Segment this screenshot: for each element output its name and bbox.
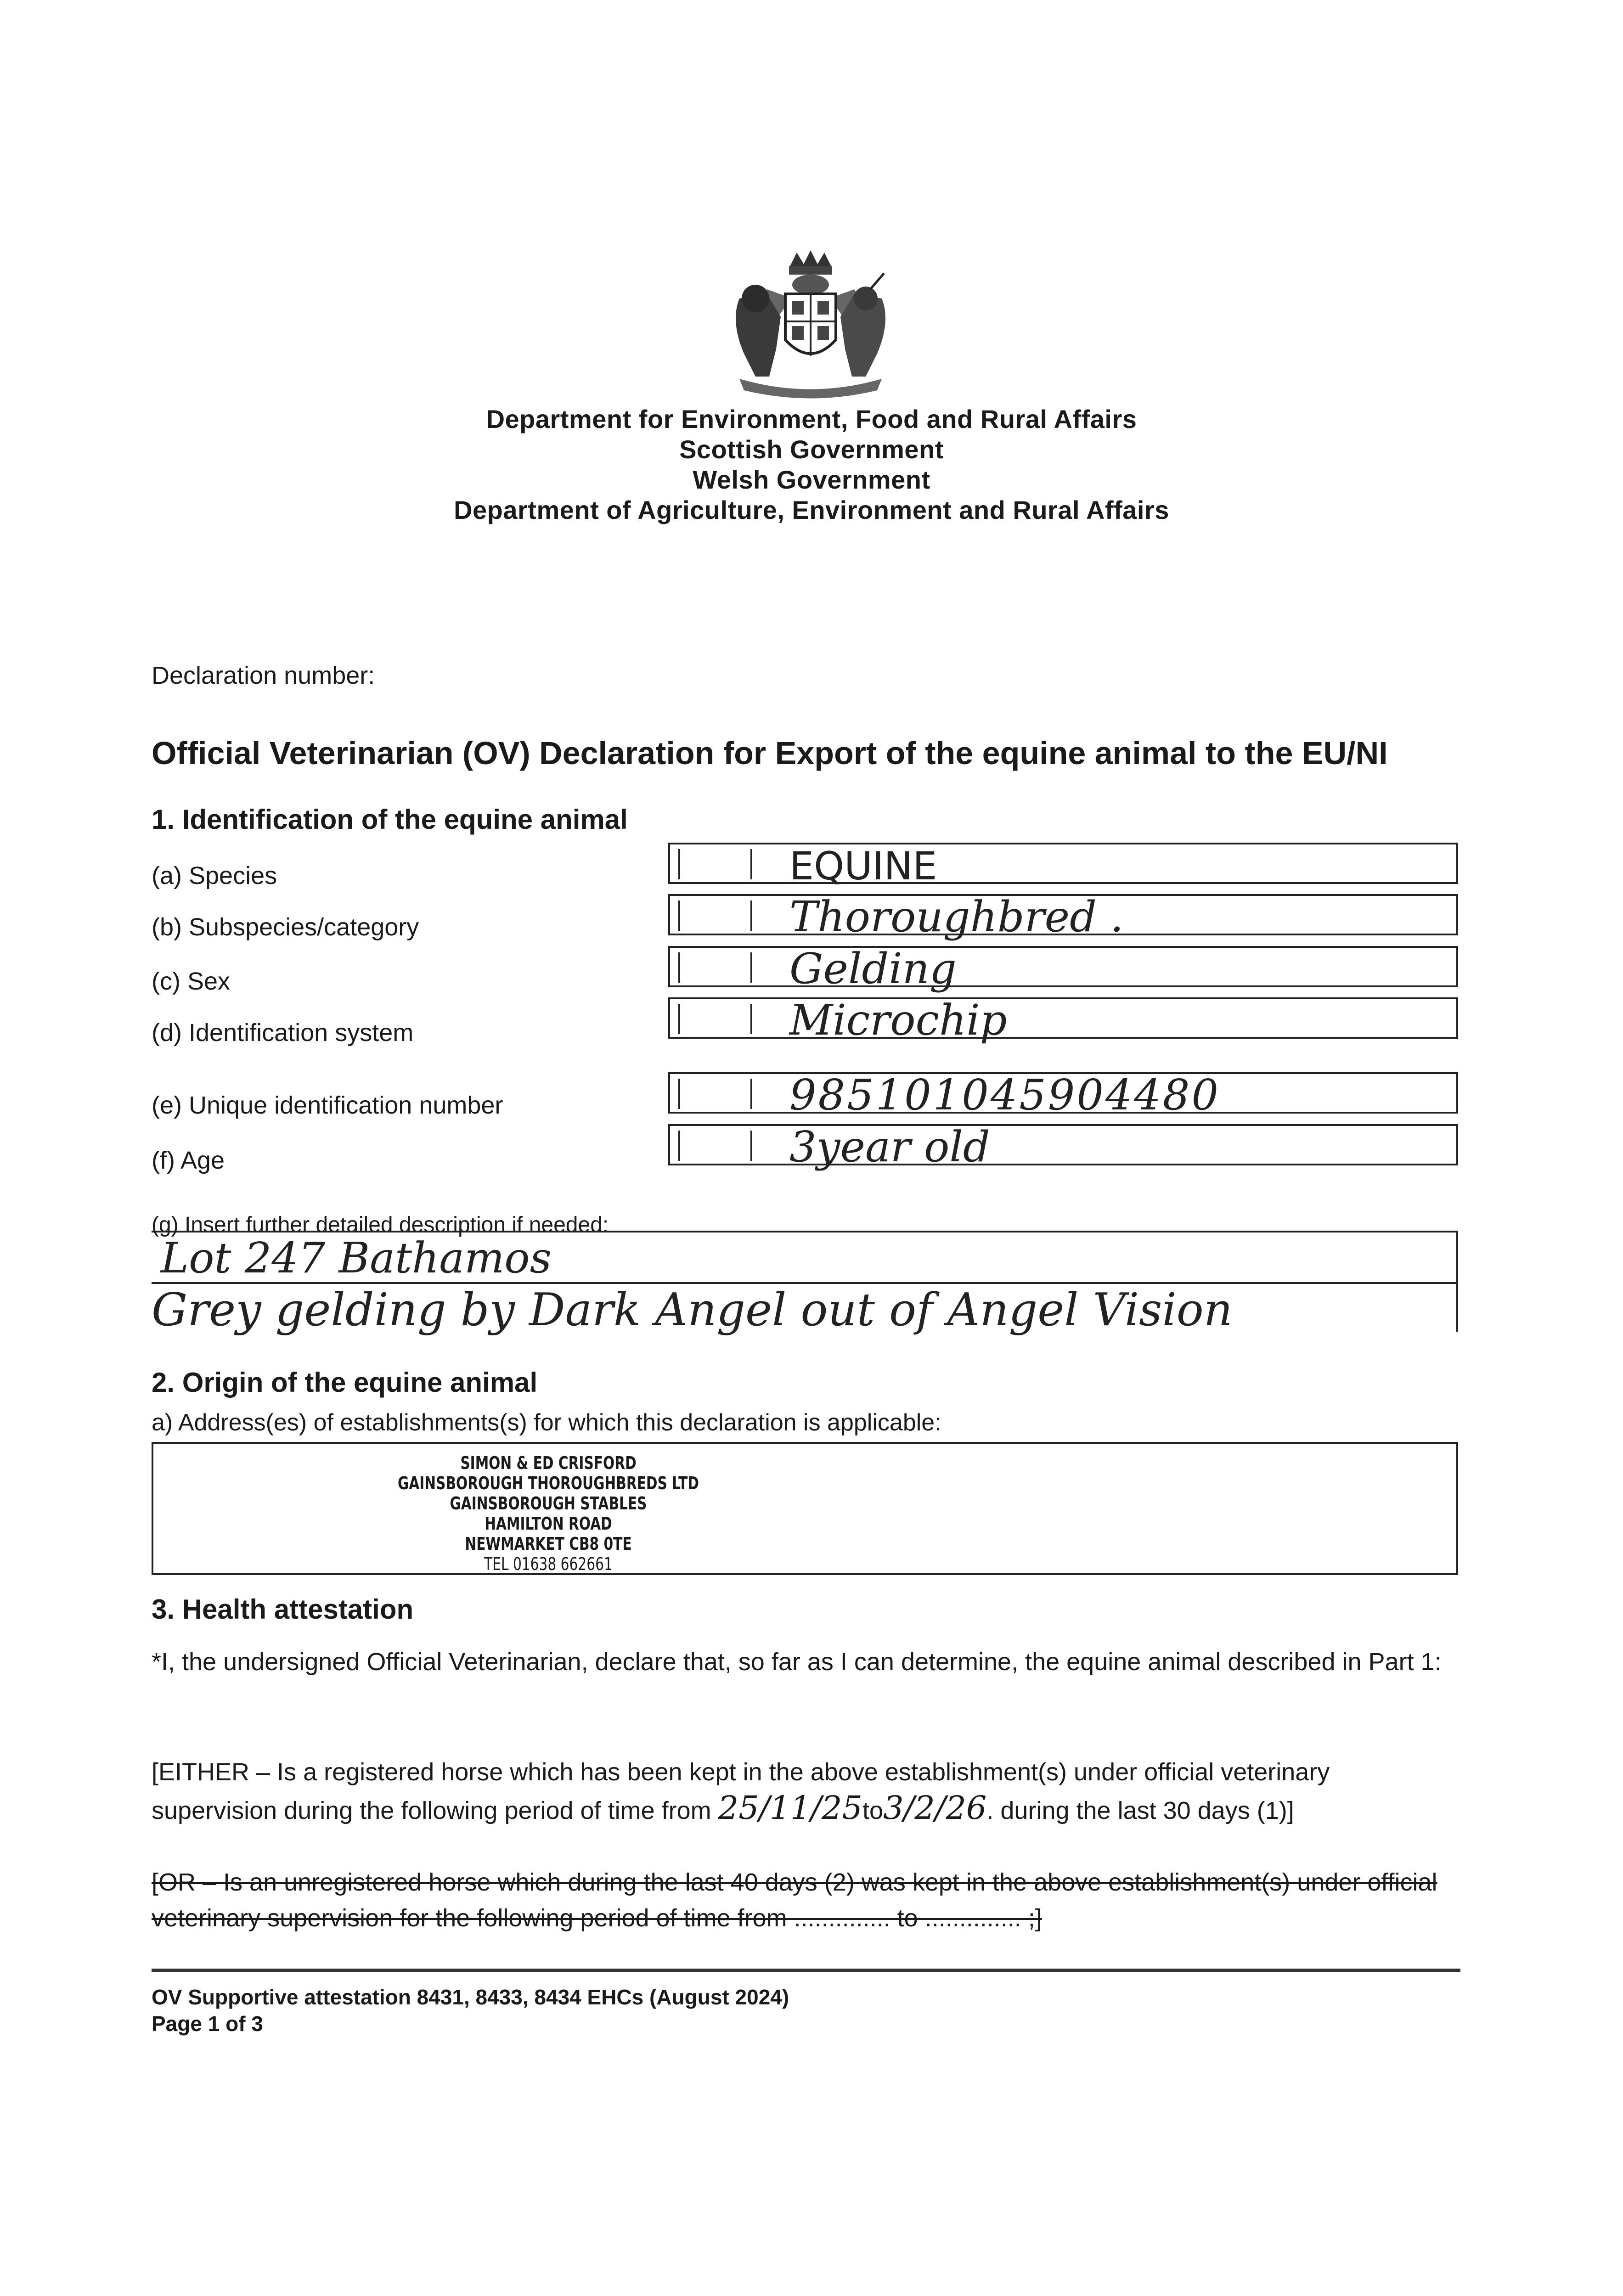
sex-label: (c) Sex — [152, 968, 231, 995]
address-line-2: GAINSBOROUGH THOROUGHBREDS LTD — [398, 1473, 699, 1493]
period-to-date[interactable]: 3/2/26 — [883, 1789, 987, 1827]
declaration-number-label: Declaration number: — [152, 662, 375, 689]
either-clause-end: . during the last 30 days (1)] — [986, 1797, 1294, 1824]
age-label: (f) Age — [152, 1147, 225, 1174]
subspecies-field[interactable] — [668, 892, 1458, 941]
section-1-heading: 1. Identification of the equine animal — [152, 804, 628, 835]
subspecies-label: (b) Subspecies/category — [152, 913, 419, 941]
address-label: a) Address(es) of establishments(s) for which this declaration is applicable: — [152, 1409, 941, 1436]
species-field[interactable] — [668, 843, 1458, 889]
department-name-daera: Department of Agriculture, Environment and Rural Affairs — [454, 495, 1169, 524]
footer-attestation-reference: OV Supportive attestation 8431, 8433, 8434 EHCs (August 2024) — [152, 1985, 789, 2009]
establishment-address-field[interactable] — [152, 1442, 1458, 1575]
further-description-field[interactable] — [152, 1231, 1458, 1336]
section-2-heading: 2. Origin of the equine animal — [152, 1367, 538, 1398]
address-line-6: TEL 01638 662661 — [484, 1554, 613, 1574]
age-field[interactable] — [668, 1122, 1458, 1171]
either-registered-horse-clause — [152, 1754, 1460, 1829]
unique-identification-number-field[interactable] — [668, 1070, 1458, 1120]
sex-value: Gelding — [789, 944, 957, 993]
description-line-2: Grey gelding by Dark Angel out of Angel Vision — [152, 1284, 1233, 1336]
description-line-1: Lot 247 Bathamos — [161, 1233, 552, 1283]
footer-page-number: Page 1 of 3 — [152, 2012, 263, 2036]
either-clause-text: [EITHER – Is a registered horse which has been kept in the above establishment(s) under official veterinary supervision during the following period of time from — [152, 1758, 1330, 1824]
address-line-5: NEWMARKET CB8 0TE — [465, 1534, 632, 1554]
identification-system-field[interactable] — [668, 996, 1458, 1045]
sex-field[interactable] — [668, 944, 1458, 993]
department-name-scottish-government: Scottish Government — [679, 435, 944, 464]
species-label: (a) Species — [152, 862, 277, 889]
health-attestation-intro: *I, the undersigned Official Veterinarian, declare that, so far as I can determine, the equine animal described in Part 1: — [152, 1648, 1442, 1676]
period-from-date[interactable]: 25/11/25 — [718, 1789, 863, 1827]
identification-system-value: Microchip — [789, 996, 1007, 1045]
further-description-label: (g) Insert further detailed description if needed: — [152, 1213, 609, 1237]
footer-divider — [152, 1969, 1460, 1972]
or-unregistered-horse-clause: [OR – Is an unregistered horse which during the last 40 days (2) was kept in the above establishment(s) under official veterinary supervision for the following period of time from .............. to .............. ;] — [152, 1868, 1437, 1932]
age-value: 3year old — [789, 1122, 990, 1171]
address-line-3: GAINSBOROUGH STABLES — [450, 1493, 647, 1514]
species-value: EQUINE — [789, 844, 937, 889]
royal-coat-of-arms-logo — [712, 248, 909, 400]
department-name-defra: Department for Environment, Food and Rural Affairs — [486, 405, 1137, 433]
department-name-welsh-government: Welsh Government — [693, 465, 930, 494]
subspecies-value: Thoroughbred . — [789, 892, 1124, 941]
period-to-word: to — [862, 1797, 884, 1824]
unique-identification-number-value: 985101045904480 — [789, 1070, 1220, 1120]
address-line-4: HAMILTON ROAD — [485, 1514, 612, 1534]
document-title: Official Veterinarian (OV) Declaration for Export of the equine animal to the EU/NI — [152, 735, 1388, 771]
address-line-1: SIMON & ED CRISFORD — [460, 1453, 637, 1473]
section-3-heading: 3. Health attestation — [152, 1594, 414, 1625]
unique-identification-number-label: (e) Unique identification number — [152, 1092, 503, 1119]
identification-system-label: (d) Identification system — [152, 1019, 414, 1047]
